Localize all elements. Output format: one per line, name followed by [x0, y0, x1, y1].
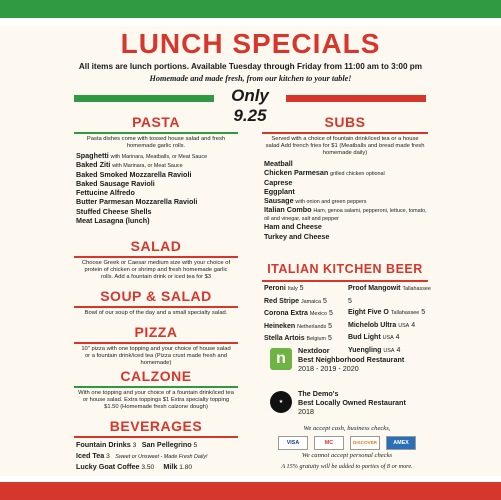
visa-icon: VISA: [278, 436, 308, 450]
pasta-rule: [74, 132, 238, 134]
list-item: Eight Five O Tallahassee 5: [348, 309, 426, 316]
list-item: Proof Mangowit Tallahassee 5: [348, 285, 431, 305]
pasta-list: [76, 152, 248, 226]
list-item: Peroni Italy 5: [264, 285, 304, 292]
award-demos: The Demo's Best Locally Owned Restaurant 2018: [298, 389, 406, 416]
list-item: Baked Smoked Mozzarella Ravioli: [76, 169, 192, 179]
demos-logo-icon: ★: [270, 391, 292, 413]
list-item: Yuengling USA 4: [348, 346, 401, 354]
top-green-band: [0, 0, 501, 18]
list-item: Sausage with onion and green peppers: [264, 196, 367, 206]
pizza-heading: PIZZA: [134, 324, 178, 340]
mastercard-icon: MC: [314, 436, 344, 450]
list-item: Fountain Drinks 3 San Pellegrino 5: [76, 440, 198, 449]
price-text: Only 9.25: [231, 86, 269, 125]
beer-rule: [262, 280, 428, 282]
list-item: Ham and Cheese: [264, 222, 322, 232]
availability-text: All items are lunch portions. Available Tuesday through Friday from 11:00 am to 3:00 pm: [78, 62, 423, 71]
pasta-heading: PASTA: [132, 114, 180, 130]
pizza-desc: 10" pizza with one topping and your choice of house salad or a fountain drink/iced tea (Pizza crust made fresh and homemade): [81, 346, 231, 366]
gratuity-text: A 15% gratuity will be added to parties of 8 or more.: [281, 463, 413, 470]
tagline: Homemade and made fresh, from our kitchen to your table!: [149, 74, 352, 83]
calzone-heading: CALZONE: [120, 368, 192, 384]
no-personal-checks-text: We cannot accept personal checks: [301, 452, 393, 459]
subs-rule: [262, 132, 428, 134]
list-item: Meatball: [264, 159, 293, 168]
list-item: Italian Combo Ham, genoa salami, pepperoni, lettuce, tomato, oil and vinegar, salt and pepper: [264, 205, 427, 223]
amex-icon: AMEX: [386, 436, 416, 450]
pizza-rule: [74, 342, 238, 344]
list-item: Bud Light USA 4: [348, 334, 400, 341]
soup-salad-desc: Bowl of our soup of the day and a small specialty salad.: [84, 310, 228, 316]
list-item: Baked Ziti with Marinara, or Meat Sauce: [76, 160, 183, 170]
list-item: Baked Sausage Ravioli: [76, 178, 155, 188]
price-bar-red: [286, 95, 426, 102]
subs-list: [264, 160, 430, 242]
soup-salad-rule: [74, 306, 238, 308]
beer-list-left: [264, 283, 344, 346]
list-item: Heineken Netherlands 5: [264, 322, 333, 330]
beverages-heading: BEVERAGES: [109, 418, 203, 434]
beverages-list: [76, 440, 248, 473]
price-bar-green: [74, 95, 214, 102]
discover-icon: DISCOVER: [350, 436, 380, 450]
pasta-desc: Pasta dishes come with tossed house salad and fresh homemade garlic rolls.: [86, 136, 226, 149]
beer-heading: ITALIAN KITCHEN BEER: [267, 262, 423, 276]
list-item: Turkey and Cheese: [264, 231, 330, 241]
list-item: Butter Parmesan Mozzarella Ravioli: [76, 197, 198, 207]
calzone-desc: With one topping and your choice of a fountain drink/iced tea or house salad. Extra toppings $1 Extra specialty topping $1.50 (Homemade fresh calzone dough): [78, 390, 234, 410]
nextdoor-logo-icon: n: [270, 348, 292, 370]
list-item: Meat Lasagna (lunch): [76, 216, 150, 226]
list-item: Red Stripe Jamaica 5: [264, 297, 327, 305]
subs-desc: Served with a choice of fountain drink/iced tea or a house salad Add french fries for $1 (Meatballs and bread made fresh homemade daily): [265, 136, 425, 156]
payment-accept-text: We accept cash, business checks,: [303, 425, 391, 432]
list-item: Spaghetti with Marinara, Meatballs, or Meat Sauce: [76, 151, 208, 160]
list-item: Stella Artois Belgium 5: [264, 335, 332, 342]
list-item: Lucky Goat Coffee 3.50 Milk 1.80: [76, 462, 193, 471]
list-item: Corona Extra Mexico 5: [264, 310, 333, 317]
list-item: Iced Tea 3 Sweet or Unsweet - Made Fresh Daily!: [76, 451, 208, 460]
salad-heading: SALAD: [130, 238, 182, 254]
list-item: Eggplant: [264, 186, 295, 196]
list-item: Fettucine Alfredo: [76, 188, 135, 198]
salad-desc: Choose Greek or Caesar medium size with your choice of protein of chicken or shrimp and fresh homemade garlic rolls. Add a fountain drink or iced tea for $3: [81, 260, 231, 280]
bottom-red-band: [0, 482, 501, 500]
list-item: Michelob Ultra USA 4: [348, 321, 416, 329]
list-item: Stuffed Cheese Shells: [76, 206, 152, 216]
soup-salad-heading: SOUP & SALAD: [100, 288, 212, 304]
calzone-rule: [74, 386, 238, 388]
list-item: Caprese: [264, 177, 293, 187]
beverages-rule: [74, 436, 238, 438]
list-item: Chicken Parmesan grilled chicken optional: [264, 168, 385, 178]
salad-rule: [74, 256, 238, 258]
award-nextdoor: Nextdoor Best Neighborhood Restaurant 2018 - 2019 - 2020: [298, 346, 405, 373]
page-title: LUNCH SPECIALS: [120, 28, 381, 59]
top-white-band: [0, 18, 501, 26]
subs-heading: SUBS: [324, 114, 366, 130]
